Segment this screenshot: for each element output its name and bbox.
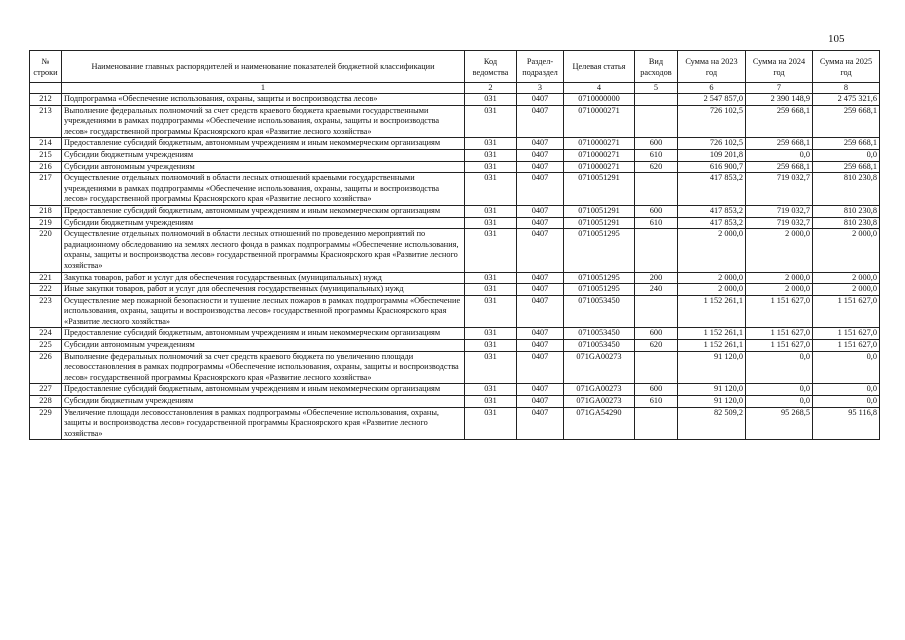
dept-code: 031 bbox=[465, 173, 517, 206]
dept-code: 031 bbox=[465, 384, 517, 396]
table-row bbox=[30, 407, 880, 440]
dept-code: 031 bbox=[465, 138, 517, 150]
sum-2025: 2 000,0 bbox=[813, 284, 880, 296]
section-code: 0407 bbox=[517, 295, 564, 328]
row-name: Осуществление отдельных полномочий в области лесных отношений по проведению мероприятий по радиационному обследованию на землях лесного фонда в рамках подпрограммы «Обеспечение использования, охраны, защиты и воспроизводства лесов» государственной программы Красноярского края «Развитие лесного хозяйства» bbox=[62, 229, 465, 272]
dept-code: 031 bbox=[465, 295, 517, 328]
row-name: Предоставление субсидий бюджетным, автономным учреждениям и иным некоммерческим организациям bbox=[62, 138, 465, 150]
row-name: Выполнение федеральных полномочий за счет средств краевого бюджета по увеличению площади лесовосстановления в рамках подпрограммы «Обеспечение использования, охраны, защиты и воспроизводства лесов» государственной программы Красноярского края «Развитие лесного хозяйства» bbox=[62, 351, 465, 384]
target-article: 071GA00273 bbox=[564, 396, 635, 408]
table-row bbox=[30, 295, 880, 328]
table-row bbox=[30, 173, 880, 206]
sum-2023: 1 152 261,1 bbox=[678, 340, 746, 352]
section-code: 0407 bbox=[517, 396, 564, 408]
target-article: 0710051295 bbox=[564, 284, 635, 296]
dept-code: 031 bbox=[465, 272, 517, 284]
row-name: Субсидии бюджетным учреждениям bbox=[62, 217, 465, 229]
sum-2023: 82 509,2 bbox=[678, 407, 746, 440]
sum-2024: 259 668,1 bbox=[746, 105, 813, 138]
sum-2024: 259 668,1 bbox=[746, 161, 813, 173]
section-code: 0407 bbox=[517, 407, 564, 440]
row-name: Иные закупки товаров, работ и услуг для обеспечения государственных (муниципальных) нужд bbox=[62, 284, 465, 296]
expense-type: 240 bbox=[635, 284, 678, 296]
dept-code: 031 bbox=[465, 149, 517, 161]
section-code: 0407 bbox=[517, 105, 564, 138]
sum-2025: 810 230,8 bbox=[813, 205, 880, 217]
row-name: Выполнение федеральных полномочий за счет средств краевого бюджета краевыми государственными учреждениями в рамках подпрограммы «Обеспечение использования, охраны, защиты и воспроизводства лесов» государственной программы Красноярского края «Развитие лесного хозяйства» bbox=[62, 105, 465, 138]
table-row bbox=[30, 396, 880, 408]
section-code: 0407 bbox=[517, 138, 564, 150]
table-row bbox=[30, 384, 880, 396]
row-name: Предоставление субсидий бюджетным, автономным учреждениям и иным некоммерческим организациям bbox=[62, 205, 465, 217]
expense-type bbox=[635, 229, 678, 272]
budget-table bbox=[29, 50, 880, 440]
sum-2025: 0,0 bbox=[813, 149, 880, 161]
expense-type: 600 bbox=[635, 205, 678, 217]
header-target: Целевая статья bbox=[564, 51, 635, 83]
target-article: 0710000271 bbox=[564, 161, 635, 173]
table-row bbox=[30, 328, 880, 340]
sum-2023: 726 102,5 bbox=[678, 138, 746, 150]
target-article: 071GA54290 bbox=[564, 407, 635, 440]
expense-type: 600 bbox=[635, 138, 678, 150]
sum-2023: 1 152 261,1 bbox=[678, 328, 746, 340]
table-row bbox=[30, 272, 880, 284]
page-number: 105 bbox=[828, 33, 845, 45]
row-name: Субсидии автономным учреждениям bbox=[62, 161, 465, 173]
sum-2023: 2 000,0 bbox=[678, 272, 746, 284]
dept-code: 031 bbox=[465, 94, 517, 106]
sum-2023: 91 120,0 bbox=[678, 384, 746, 396]
table-row bbox=[30, 138, 880, 150]
target-article: 0710053450 bbox=[564, 340, 635, 352]
sum-2025: 2 475 321,6 bbox=[813, 94, 880, 106]
sum-2023: 726 102,5 bbox=[678, 105, 746, 138]
dept-code: 031 bbox=[465, 217, 517, 229]
row-number: 220 bbox=[30, 229, 62, 272]
sum-2025: 810 230,8 bbox=[813, 173, 880, 206]
row-number: 224 bbox=[30, 328, 62, 340]
section-code: 0407 bbox=[517, 328, 564, 340]
row-name: Подпрограмма «Обеспечение использования, охраны, защиты и воспроизводства лесов» bbox=[62, 94, 465, 106]
sum-2024: 2 390 148,9 bbox=[746, 94, 813, 106]
target-article: 0710051291 bbox=[564, 205, 635, 217]
sum-2024: 719 032,7 bbox=[746, 217, 813, 229]
sum-2024: 0,0 bbox=[746, 396, 813, 408]
sum-2024: 1 151 627,0 bbox=[746, 295, 813, 328]
row-number: 229 bbox=[30, 407, 62, 440]
column-number: 1 bbox=[62, 83, 465, 94]
dept-code: 031 bbox=[465, 407, 517, 440]
table-row bbox=[30, 340, 880, 352]
sum-2024: 2 000,0 bbox=[746, 284, 813, 296]
target-article: 0710051291 bbox=[564, 173, 635, 206]
target-article: 0710051295 bbox=[564, 229, 635, 272]
expense-type bbox=[635, 295, 678, 328]
expense-type bbox=[635, 351, 678, 384]
header-name: Наименование главных распорядителей и наименование показателей бюджетной классификации bbox=[62, 51, 465, 83]
table-row bbox=[30, 94, 880, 106]
sum-2024: 0,0 bbox=[746, 149, 813, 161]
expense-type: 620 bbox=[635, 340, 678, 352]
column-number: 6 bbox=[678, 83, 746, 94]
target-article: 071GA00273 bbox=[564, 384, 635, 396]
row-number: 214 bbox=[30, 138, 62, 150]
sum-2024: 2 000,0 bbox=[746, 272, 813, 284]
target-article: 0710000000 bbox=[564, 94, 635, 106]
dept-code: 031 bbox=[465, 284, 517, 296]
sum-2023: 2 000,0 bbox=[678, 284, 746, 296]
expense-type bbox=[635, 105, 678, 138]
expense-type bbox=[635, 407, 678, 440]
row-number: 216 bbox=[30, 161, 62, 173]
row-number: 228 bbox=[30, 396, 62, 408]
expense-type: 610 bbox=[635, 396, 678, 408]
expense-type: 200 bbox=[635, 272, 678, 284]
row-number: 223 bbox=[30, 295, 62, 328]
column-number: 4 bbox=[564, 83, 635, 94]
section-code: 0407 bbox=[517, 94, 564, 106]
dept-code: 031 bbox=[465, 105, 517, 138]
row-number: 215 bbox=[30, 149, 62, 161]
header-expense-type: Вид расходов bbox=[635, 51, 678, 83]
table-row bbox=[30, 351, 880, 384]
dept-code: 031 bbox=[465, 229, 517, 272]
row-number: 221 bbox=[30, 272, 62, 284]
column-number: 5 bbox=[635, 83, 678, 94]
table-row bbox=[30, 161, 880, 173]
sum-2025: 2 000,0 bbox=[813, 272, 880, 284]
sum-2023: 2 547 857,0 bbox=[678, 94, 746, 106]
row-name: Предоставление субсидий бюджетным, автономным учреждениям и иным некоммерческим организациям bbox=[62, 328, 465, 340]
sum-2024: 2 000,0 bbox=[746, 229, 813, 272]
target-article: 0710051291 bbox=[564, 217, 635, 229]
column-number: 7 bbox=[746, 83, 813, 94]
target-article: 0710000271 bbox=[564, 149, 635, 161]
sum-2025: 1 151 627,0 bbox=[813, 328, 880, 340]
sum-2024: 1 151 627,0 bbox=[746, 328, 813, 340]
sum-2023: 417 853,2 bbox=[678, 205, 746, 217]
row-number: 212 bbox=[30, 94, 62, 106]
row-number: 218 bbox=[30, 205, 62, 217]
section-code: 0407 bbox=[517, 229, 564, 272]
sum-2025: 810 230,8 bbox=[813, 217, 880, 229]
header-row-number: № строки bbox=[30, 51, 62, 83]
sum-2025: 259 668,1 bbox=[813, 105, 880, 138]
expense-type bbox=[635, 94, 678, 106]
row-name: Субсидии бюджетным учреждениям bbox=[62, 149, 465, 161]
target-article: 071GA00273 bbox=[564, 351, 635, 384]
sum-2024: 0,0 bbox=[746, 384, 813, 396]
row-name: Субсидии бюджетным учреждениям bbox=[62, 396, 465, 408]
column-number: 2 bbox=[465, 83, 517, 94]
sum-2025: 1 151 627,0 bbox=[813, 295, 880, 328]
section-code: 0407 bbox=[517, 205, 564, 217]
sum-2023: 417 853,2 bbox=[678, 173, 746, 206]
row-name: Осуществление отдельных полномочий в области лесных отношений краевыми государственными учреждениями в рамках подпрограммы «Обеспечение использования, охраны, защиты и воспроизводства лесов» государственной программы Красноярского края «Развитие лесного хозяйства» bbox=[62, 173, 465, 206]
sum-2023: 1 152 261,1 bbox=[678, 295, 746, 328]
section-code: 0407 bbox=[517, 217, 564, 229]
dept-code: 031 bbox=[465, 340, 517, 352]
table-row bbox=[30, 229, 880, 272]
row-name: Осуществление мер пожарной безопасности и тушение лесных пожаров в рамках подпрограммы «Обеспечение использования, охраны, защиты и воспроизводства лесов» государственной программы Красноярского края «Развитие лесного хозяйства» bbox=[62, 295, 465, 328]
sum-2023: 616 900,7 bbox=[678, 161, 746, 173]
column-number-row bbox=[30, 83, 880, 94]
column-number: 8 bbox=[813, 83, 880, 94]
sum-2023: 91 120,0 bbox=[678, 351, 746, 384]
sum-2024: 1 151 627,0 bbox=[746, 340, 813, 352]
target-article: 0710000271 bbox=[564, 138, 635, 150]
section-code: 0407 bbox=[517, 284, 564, 296]
dept-code: 031 bbox=[465, 161, 517, 173]
row-name: Субсидии автономным учреждениям bbox=[62, 340, 465, 352]
sum-2024: 95 268,5 bbox=[746, 407, 813, 440]
section-code: 0407 bbox=[517, 384, 564, 396]
table-row bbox=[30, 205, 880, 217]
target-article: 0710053450 bbox=[564, 328, 635, 340]
header-section: Раздел-подраздел bbox=[517, 51, 564, 83]
sum-2025: 259 668,1 bbox=[813, 138, 880, 150]
expense-type: 620 bbox=[635, 161, 678, 173]
expense-type: 600 bbox=[635, 328, 678, 340]
table-row bbox=[30, 217, 880, 229]
target-article: 0710051295 bbox=[564, 272, 635, 284]
header-row bbox=[30, 51, 880, 83]
expense-type bbox=[635, 173, 678, 206]
sum-2024: 259 668,1 bbox=[746, 138, 813, 150]
section-code: 0407 bbox=[517, 340, 564, 352]
header-dept-code: Код ведомства bbox=[465, 51, 517, 83]
sum-2023: 91 120,0 bbox=[678, 396, 746, 408]
sum-2024: 719 032,7 bbox=[746, 173, 813, 206]
target-article: 0710053450 bbox=[564, 295, 635, 328]
sum-2024: 719 032,7 bbox=[746, 205, 813, 217]
target-article: 0710000271 bbox=[564, 105, 635, 138]
expense-type: 610 bbox=[635, 149, 678, 161]
sum-2025: 2 000,0 bbox=[813, 229, 880, 272]
header-sum-2025: Сумма на 2025 год bbox=[813, 51, 880, 83]
dept-code: 031 bbox=[465, 351, 517, 384]
row-name: Предоставление субсидий бюджетным, автономным учреждениям и иным некоммерческим организациям bbox=[62, 384, 465, 396]
section-code: 0407 bbox=[517, 161, 564, 173]
section-code: 0407 bbox=[517, 173, 564, 206]
sum-2025: 259 668,1 bbox=[813, 161, 880, 173]
table-body bbox=[30, 94, 880, 440]
table-row bbox=[30, 105, 880, 138]
expense-type: 600 bbox=[635, 384, 678, 396]
sum-2023: 417 853,2 bbox=[678, 217, 746, 229]
dept-code: 031 bbox=[465, 396, 517, 408]
column-number bbox=[30, 83, 62, 94]
sum-2025: 0,0 bbox=[813, 384, 880, 396]
row-number: 213 bbox=[30, 105, 62, 138]
table-row bbox=[30, 149, 880, 161]
row-name: Закупка товаров, работ и услуг для обеспечения государственных (муниципальных) нужд bbox=[62, 272, 465, 284]
dept-code: 031 bbox=[465, 328, 517, 340]
section-code: 0407 bbox=[517, 351, 564, 384]
row-number: 225 bbox=[30, 340, 62, 352]
row-number: 227 bbox=[30, 384, 62, 396]
sum-2023: 109 201,8 bbox=[678, 149, 746, 161]
row-number: 219 bbox=[30, 217, 62, 229]
row-number: 226 bbox=[30, 351, 62, 384]
section-code: 0407 bbox=[517, 272, 564, 284]
row-number: 222 bbox=[30, 284, 62, 296]
sum-2023: 2 000,0 bbox=[678, 229, 746, 272]
header-sum-2024: Сумма на 2024 год bbox=[746, 51, 813, 83]
sum-2025: 95 116,8 bbox=[813, 407, 880, 440]
sum-2024: 0,0 bbox=[746, 351, 813, 384]
sum-2025: 1 151 627,0 bbox=[813, 340, 880, 352]
table-row bbox=[30, 284, 880, 296]
section-code: 0407 bbox=[517, 149, 564, 161]
row-number: 217 bbox=[30, 173, 62, 206]
header-sum-2023: Сумма на 2023 год bbox=[678, 51, 746, 83]
column-number: 3 bbox=[517, 83, 564, 94]
sum-2025: 0,0 bbox=[813, 351, 880, 384]
sum-2025: 0,0 bbox=[813, 396, 880, 408]
expense-type: 610 bbox=[635, 217, 678, 229]
dept-code: 031 bbox=[465, 205, 517, 217]
row-name: Увеличение площади лесовосстановления в рамках подпрограммы «Обеспечение использования, охраны, защиты и воспроизводства лесов» государственной программы Красноярского края «Развитие лесного хозяйства» bbox=[62, 407, 465, 440]
